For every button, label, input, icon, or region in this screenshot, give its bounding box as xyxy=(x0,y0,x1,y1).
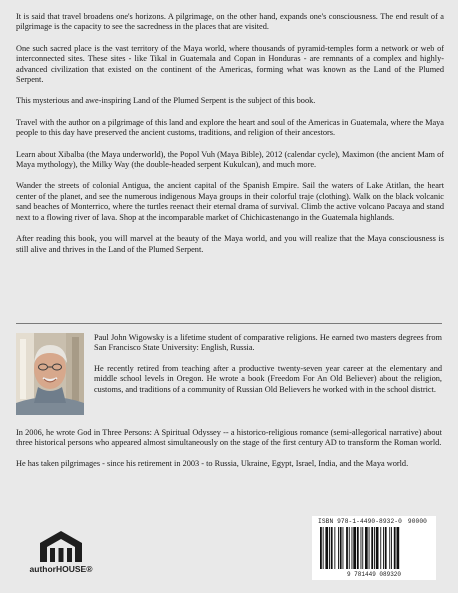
publisher-logo xyxy=(16,528,106,578)
author-bio-paragraph: He recently retired from teaching after a productive twenty-seven year career at the elementary and middle school levels in Oregon. He wrote a book (Freedom For An Old Believer) about the religion, customs, and traditions of a community of Russian Old Believers he worked with in the school district. xyxy=(94,363,442,394)
barcode-bar xyxy=(383,527,384,569)
author-bio-paragraph: He has taken pilgrimages - since his retirement in 2003 - to Russia, Ukraine, Egypt, Israel, India, and the Maya world. xyxy=(16,458,409,468)
barcode-bar xyxy=(320,527,322,569)
barcode-bar xyxy=(365,527,368,569)
barcode-bar xyxy=(340,527,342,569)
author-portrait-image xyxy=(16,333,84,415)
barcode-bar xyxy=(391,527,392,569)
author-bio-paragraph: In 2006, he wrote God in Three Persons: A Spiritual Odyssey -- a historico-religious romance (semi-allegorical narrative) about three historical persons who appeared almost simultaneously on the stage of the first century AD to transform the Roman world. xyxy=(16,428,442,448)
isbn-barcode xyxy=(312,516,436,580)
barcode-bar xyxy=(346,527,348,569)
description-paragraph: Wander the streets of colonial Antigua, the ancient capital of the Spanish Empire. Sail the waters of Lake Atitlan, the heart center of the planet, and see the numerous indigenous Maya groups in their colorful traje (clothing). Walk on the black volcanic sand beaches of Monterrico, where the turtles reenact their eternal drama of survival. Climb the active volcano Pacaya and stand next to a flowing river of lava. Shop at the incomparable market of Chichicastenango in the Guatemala highlands. xyxy=(16,181,444,222)
barcode-bar xyxy=(397,527,400,569)
barcode-bar xyxy=(334,527,335,569)
description-paragraph: One such sacred place is the vast territory of the Maya world, where thousands of pyramid-temples form a network or web of interconnected sites. These sites - like Tikal in Guatemala and Copan in Honduras - are remnants of a complex and highly-advanced civilization that existed on the continent of the Americas, forming what was known as the Land of the Plumed Serpent. xyxy=(16,43,444,85)
barcode-bar xyxy=(331,527,333,569)
barcode-bar xyxy=(361,527,362,569)
barcode-bar xyxy=(394,527,396,569)
description-paragraph: Learn about Xibalba (the Maya underworld), the Popol Vuh (Maya Bible), 2012 (calendar cycle), Maximon (the ancient Mam of Maya mythology), the Milky Way (the double-headed serpent Kukulcan), and much more. xyxy=(16,149,444,170)
author-photo xyxy=(16,333,84,415)
isbn-number: ISBN 978-1-4490-8932-0 xyxy=(318,518,402,525)
section-divider xyxy=(16,323,442,324)
price-code: 90000 xyxy=(407,518,427,525)
author-bio-continued xyxy=(16,428,442,479)
barcode-bar xyxy=(353,527,356,569)
author-bio-beside-photo xyxy=(94,333,442,405)
barcode-bar xyxy=(385,527,387,569)
barcode-digits: 9 781449 089320 xyxy=(346,571,401,578)
description-paragraph: This mysterious and awe-inspiring Land of the Plumed Serpent is the subject of this book. xyxy=(16,96,316,106)
book-description xyxy=(16,12,444,266)
barcode-bar xyxy=(338,527,339,569)
barcode-bar xyxy=(376,527,379,569)
barcode-bar xyxy=(362,527,363,569)
description-paragraph: After reading this book, you will marvel at the beauty of the Maya world, and you will realize that the Maya consciousness is still alive and thrives in the Land of the Plumed Serpent. xyxy=(16,234,444,254)
description-paragraph: Travel with the author on a pilgrimage of this land and explore the heart and soul of the Americas in Guatemala, where the Maya people to this day have preserved the ancient customs, traditions, and religion of their ancestors. xyxy=(16,117,444,138)
barcode-bar xyxy=(369,527,370,569)
author-bio-paragraph: Paul John Wigowsky is a lifetime student of comparative religions. He earned two masters degrees from San Francisco State University: English, Russia. xyxy=(94,333,442,353)
barcode-bar xyxy=(343,527,344,569)
barcode-bar xyxy=(349,527,350,569)
barcode-bar xyxy=(352,527,353,569)
publisher-name: authorHOUSE® xyxy=(29,564,93,574)
description-paragraph: It is said that travel broadens one's horizons. A pilgrimage, on the other hand, expands one's consciousness. The end result of a pilgrimage is the capacity to see the sacredness in the places that are visited. xyxy=(16,12,444,32)
barcode-bar xyxy=(380,527,381,569)
barcode-bar xyxy=(329,527,330,569)
barcode-bar xyxy=(371,527,373,569)
barcode-bar xyxy=(323,527,324,569)
authorhouse-logo-icon xyxy=(16,528,106,564)
barcode-bar xyxy=(325,527,328,569)
barcode-bar xyxy=(357,527,359,569)
barcode-bar xyxy=(389,527,390,569)
barcode-bar xyxy=(374,527,375,569)
